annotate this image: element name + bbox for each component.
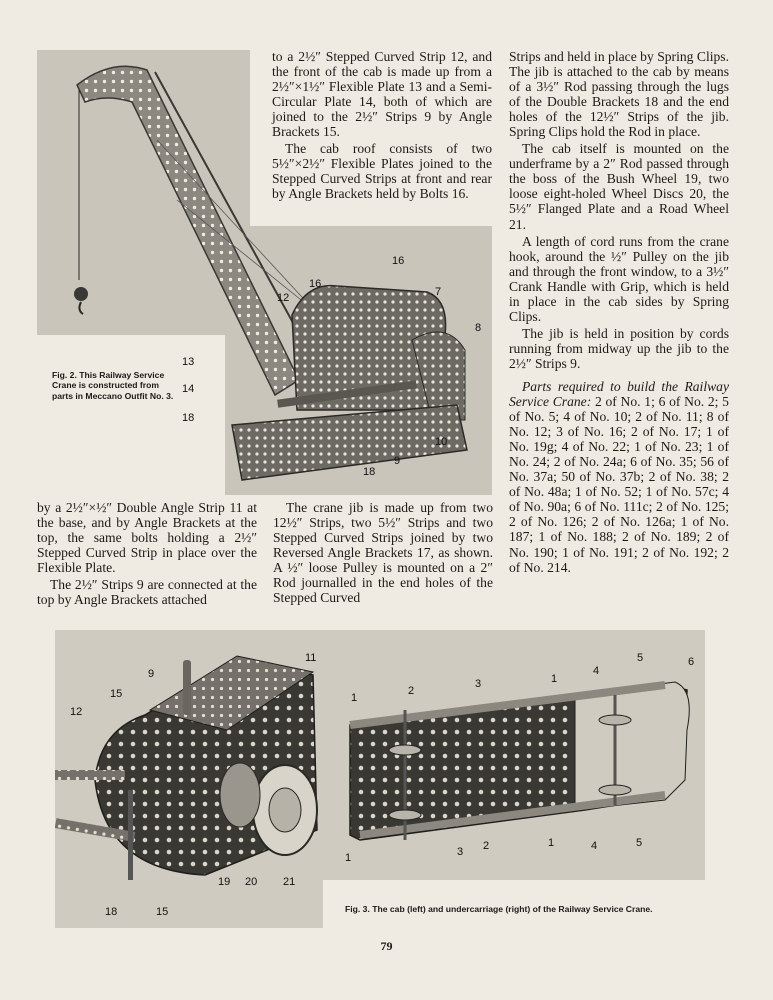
column-1-bottom: [37, 500, 257, 607]
fig2-callout: 8: [475, 322, 482, 334]
fig3-callout: 1: [351, 692, 358, 704]
fig3-callout: 5: [637, 652, 644, 664]
paragraph: The 2½″ Strips 9 are connected at the top by Angle Brackets attached: [37, 577, 257, 608]
fig3-callout: 1: [548, 837, 555, 849]
fig3-caption: Fig. 3. The cab (left) and undercarriage (right) of the Railway Service Crane.: [345, 904, 653, 914]
fig2-callout: 18: [182, 412, 195, 424]
fig3-callout: 15: [156, 906, 169, 918]
fig3-callout: 21: [283, 876, 296, 888]
paragraph: The crane jib is made up from two 12½″ Strips, two 5½″ Strips and two Stepped Curved Strips joined by two Reversed Angle Brackets 17, as shown. A ½″ loose Pulley is mounted on a 2″ Rod journalled in the end holes of the Stepped Curved: [273, 500, 493, 606]
fig3-callout: 20: [245, 876, 258, 888]
paragraph: A length of cord runs from the crane hook, around the ½″ Pulley on the jib and through the front window, to a 3½″ Crank Handle with Grip, which is held in place in the cab sides by Spring Clips.: [509, 233, 729, 324]
fig3-callout: 1: [551, 673, 558, 685]
fig2-callout: 10: [435, 436, 448, 448]
paragraph: The cab itself is mounted on the underframe by a 2″ Rod passed through the boss of the Bush Wheel 19, two loose eight-holed Wheel Discs 20, the 5½″ Flanged Plate and a Road Wheel 21.: [509, 141, 729, 232]
parts-heading: Parts required to build the Railway Service Crane:: [509, 378, 729, 410]
fig3-callout: 5: [636, 837, 643, 849]
fig3-callout: 2: [408, 685, 415, 697]
fig2-callout: 7: [435, 286, 442, 298]
fig3-callout: 2: [483, 840, 490, 852]
fig3-callout: 15: [110, 688, 123, 700]
fig2-callout: 16: [392, 255, 405, 267]
fig2-callout: 18: [363, 466, 376, 478]
fig3-callout: 4: [591, 840, 598, 852]
fig3-callout: 18: [105, 906, 118, 918]
fig2-callout: 12: [277, 292, 290, 304]
fig2-callout: 14: [182, 383, 195, 395]
fig3-callout: 6: [688, 656, 695, 668]
fig2-callout: 16: [309, 278, 322, 290]
column-3: [509, 49, 729, 575]
fig2-callout: 13: [182, 356, 195, 368]
fig3-callout: 4: [593, 665, 600, 677]
paragraph: to a 2½″ Stepped Curved Strip 12, and the front of the cab is made up from a 2½″×1½″ Flexible Plate 13 and a Semi-Circular Plate 14, both of which are joined to the 2½″ Strips 9 by Angle Brackets 15.: [272, 49, 492, 140]
fig3-callout: 3: [475, 678, 482, 690]
fig3-callout: 9: [148, 668, 155, 680]
page-number: 79: [380, 939, 393, 953]
fig3-callout: 12: [70, 706, 83, 718]
fig3-callout: 1: [345, 852, 352, 864]
fig3-callout: 3: [457, 846, 464, 858]
fig3-callout: 19: [218, 876, 231, 888]
fig3-callout: 11: [305, 652, 317, 664]
paragraph: The jib is held in position by cords running from midway up the jib to the 2½″ Strips 9.: [509, 325, 729, 371]
fig3-cab-undercarriage-photo: [55, 630, 705, 928]
paragraph: by a 2½″×½″ Double Angle Strip 11 at the base, and by Angle Brackets at the top, the same bolts holding a 2½″ Stepped Curved Strip in place over the Flexible Plate.: [37, 500, 257, 576]
parts-list: 2 of No. 1; 6 of No. 2; 5 of No. 5; 4 of No. 10; 2 of No. 11; 8 of No. 12; 3 of No. 16; 2 of No. 17; 1 of No. 19g; 4 of No. 22; 1 of No. 23; 1 of No. 24; 2 of No. 24a; 6 of No. 35; 56 of No. 37a; 50 of No. 37b; 2 of No. 38; 2 of No. 48a; 1 of No. 52; 1 of No. 57c; 4 of No. 90a; 6 of No. 111c; 2 of No. 125; 2 of No. 126; 2 of No. 126a; 1 of No. 187; 1 of No. 188; 2 of No. 189; 2 of No. 190; 1 of No. 191; 2 of No. 192; 2 of No. 214.: [509, 394, 729, 575]
paragraph: The cab roof consists of two 5½″×2½″ Flexible Plates joined to the Stepped Curved Strips at front and rear by Angle Brackets held by Bolts 16.: [272, 141, 492, 202]
fig2-callout: 9: [394, 455, 401, 467]
fig2-caption: Fig. 2. This Railway Service Crane is constructed from parts in Meccano Outfit No. 3.: [52, 370, 174, 401]
paragraph: Strips and held in place by Spring Clips. The jib is attached to the cab by means of a 3½″ Rod passing through the lugs of the Double Brackets 18 and the end holes of the 12½″ Strips of the jib. Spring Clips hold the Rod in place.: [509, 49, 729, 140]
column-2-top: [272, 49, 492, 201]
column-2-bottom: [273, 500, 493, 605]
